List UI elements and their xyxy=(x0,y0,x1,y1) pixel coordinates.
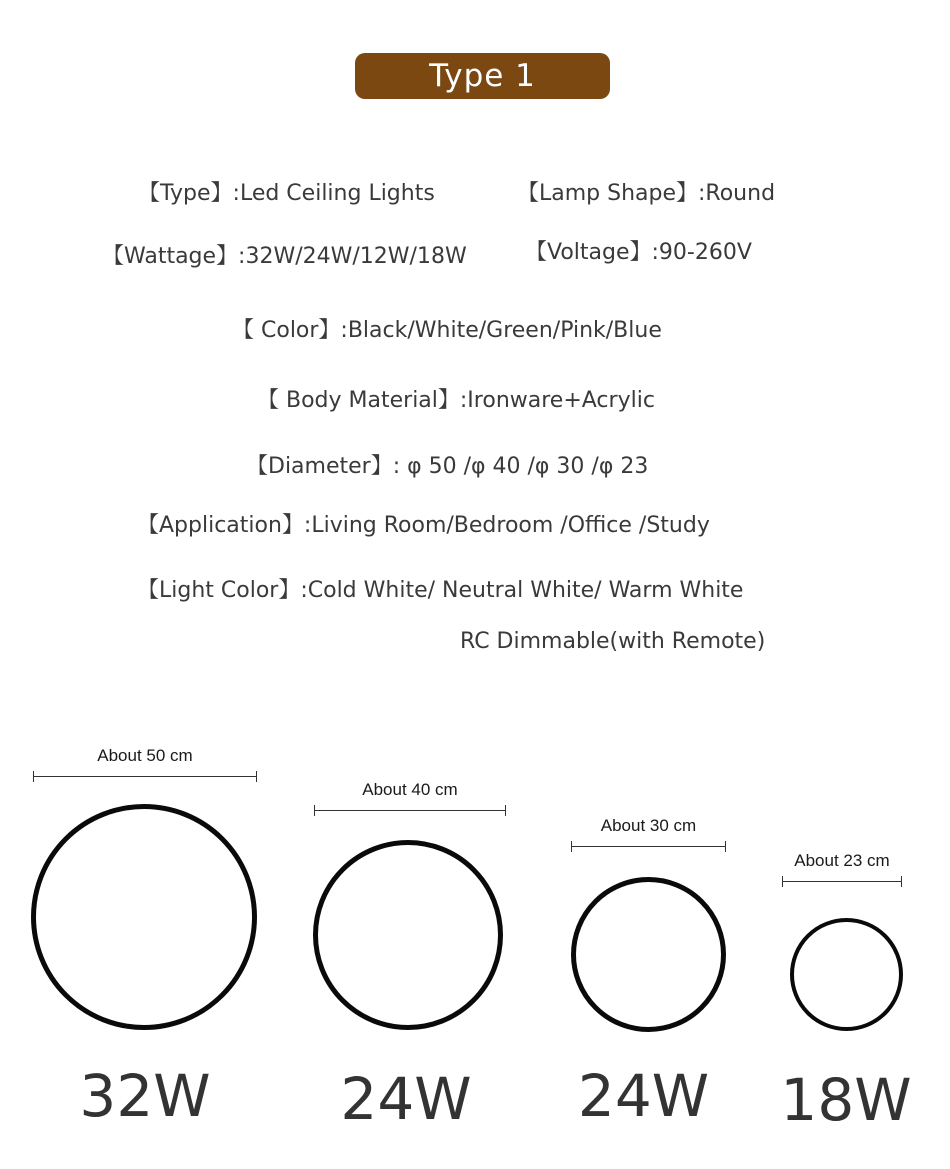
ring-23cm xyxy=(790,918,903,1031)
ring-30cm xyxy=(571,877,726,1032)
spec-body-material: 【 Body Material】:Ironware+Acrylic xyxy=(257,388,655,413)
spec-dimmable: RC Dimmable(with Remote) xyxy=(460,629,766,654)
wattage-label-18w: 18W xyxy=(780,1066,912,1134)
dimension-line-30 xyxy=(571,846,726,847)
wattage-label-24w-a: 24W xyxy=(340,1065,472,1133)
spec-wattage: 【Wattage】:32W/24W/12W/18W xyxy=(102,244,467,269)
spec-diameter: 【Diameter】: φ 50 /φ 40 /φ 30 /φ 23 xyxy=(246,454,649,479)
wattage-label-32w: 32W xyxy=(79,1062,211,1130)
size-label-23: About 23 cm xyxy=(794,851,890,870)
spec-light-color: 【Light Color】:Cold White/ Neutral White/ Warm White xyxy=(137,578,744,603)
spec-color: 【 Color】:Black/White/Green/Pink/Blue xyxy=(232,318,662,343)
dimension-line-40 xyxy=(314,810,506,811)
spec-lamp-shape: 【Lamp Shape】:Round xyxy=(517,181,776,206)
spec-voltage: 【Voltage】:90-260V xyxy=(525,240,752,265)
dimension-line-23 xyxy=(782,881,902,882)
type-badge: Type 1 xyxy=(355,53,610,99)
ring-40cm xyxy=(313,840,503,1030)
spec-type: 【Type】:Led Ceiling Lights xyxy=(138,181,435,206)
size-label-40: About 40 cm xyxy=(362,780,458,799)
size-label-50: About 50 cm xyxy=(97,746,193,765)
wattage-label-24w-b: 24W xyxy=(577,1062,710,1130)
dimension-line-50 xyxy=(33,776,257,777)
size-label-30: About 30 cm xyxy=(600,816,697,835)
ring-50cm xyxy=(31,804,257,1030)
spec-application: 【Application】:Living Room/Bedroom /Office /Study xyxy=(137,513,710,538)
